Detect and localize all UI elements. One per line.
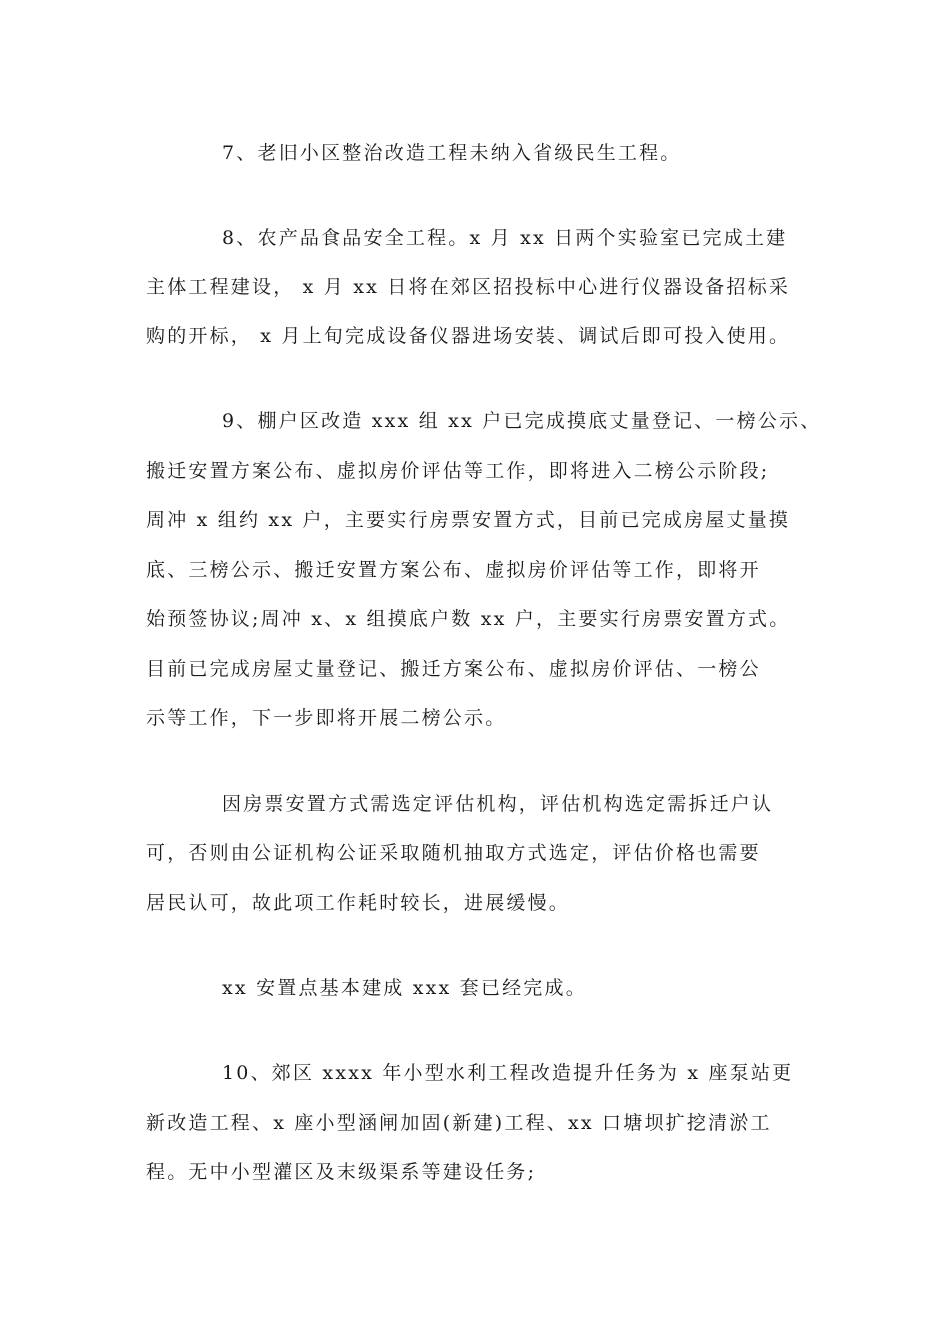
paragraph-9-line-1: 9、棚户区改造 xxx 组 xx 户已完成摸底丈量登记、一榜公示、: [222, 410, 822, 432]
paragraph-7-line-1: 7、老旧小区整治改造工程未纳入省级民生工程。: [222, 142, 682, 164]
paragraph-9-line-4: 底、三榜公示、搬迁安置方案公布、虚拟房价评估等工作，即将开: [146, 559, 761, 581]
paragraph-8-line-1: 8、农产品食品安全工程。x 月 xx 日两个实验室已完成土建: [222, 227, 788, 249]
paragraph-9-line-7: 示等工作，下一步即将开展二榜公示。: [146, 707, 507, 729]
paragraph-xx-line-1: xx 安置点基本建成 xxx 套已经完成。: [222, 977, 587, 999]
paragraph-note-line-1: 因房票安置方式需选定评估机构，评估机构选定需拆迁户认: [222, 793, 774, 815]
paragraph-9-line-3: 周冲 x 组约 xx 户，主要实行房票安置方式，目前已完成房屋丈量摸: [146, 509, 791, 531]
paragraph-10-line-3: 程。无中小型灌区及末级渠系等建设任务;: [146, 1161, 537, 1183]
paragraph-9-line-2: 搬迁安置方案公布、虚拟房价评估等工作，即将进入二榜公示阶段;: [146, 460, 770, 482]
paragraph-10-line-2: 新改造工程、x 座小型涵闸加固(新建)工程、xx 口塘坝扩挖清淤工: [146, 1112, 772, 1134]
paragraph-9-line-5: 始预签协议;周冲 x、x 组摸底户数 xx 户，主要实行房票安置方式。: [146, 608, 791, 630]
paragraph-8-line-3: 购的开标， x 月上旬完成设备仪器进场安装、调试后即可投入使用。: [146, 325, 791, 347]
paragraph-10-line-1: 10、郊区 xxxx 年小型水利工程改造提升任务为 x 座泵站更: [222, 1062, 794, 1084]
paragraph-note-line-2: 可，否则由公证机构公证采取随机抽取方式选定，评估价格也需要: [146, 842, 761, 864]
paragraph-9-line-6: 目前已完成房屋丈量登记、搬迁方案公布、虚拟房价评估、一榜公: [146, 658, 761, 680]
paragraph-note-line-3: 居民认可，故此项工作耗时较长，进展缓慢。: [146, 892, 571, 914]
paragraph-8-line-2: 主体工程建设， x 月 xx 日将在郊区招投标中心进行仪器设备招标采: [146, 276, 791, 298]
